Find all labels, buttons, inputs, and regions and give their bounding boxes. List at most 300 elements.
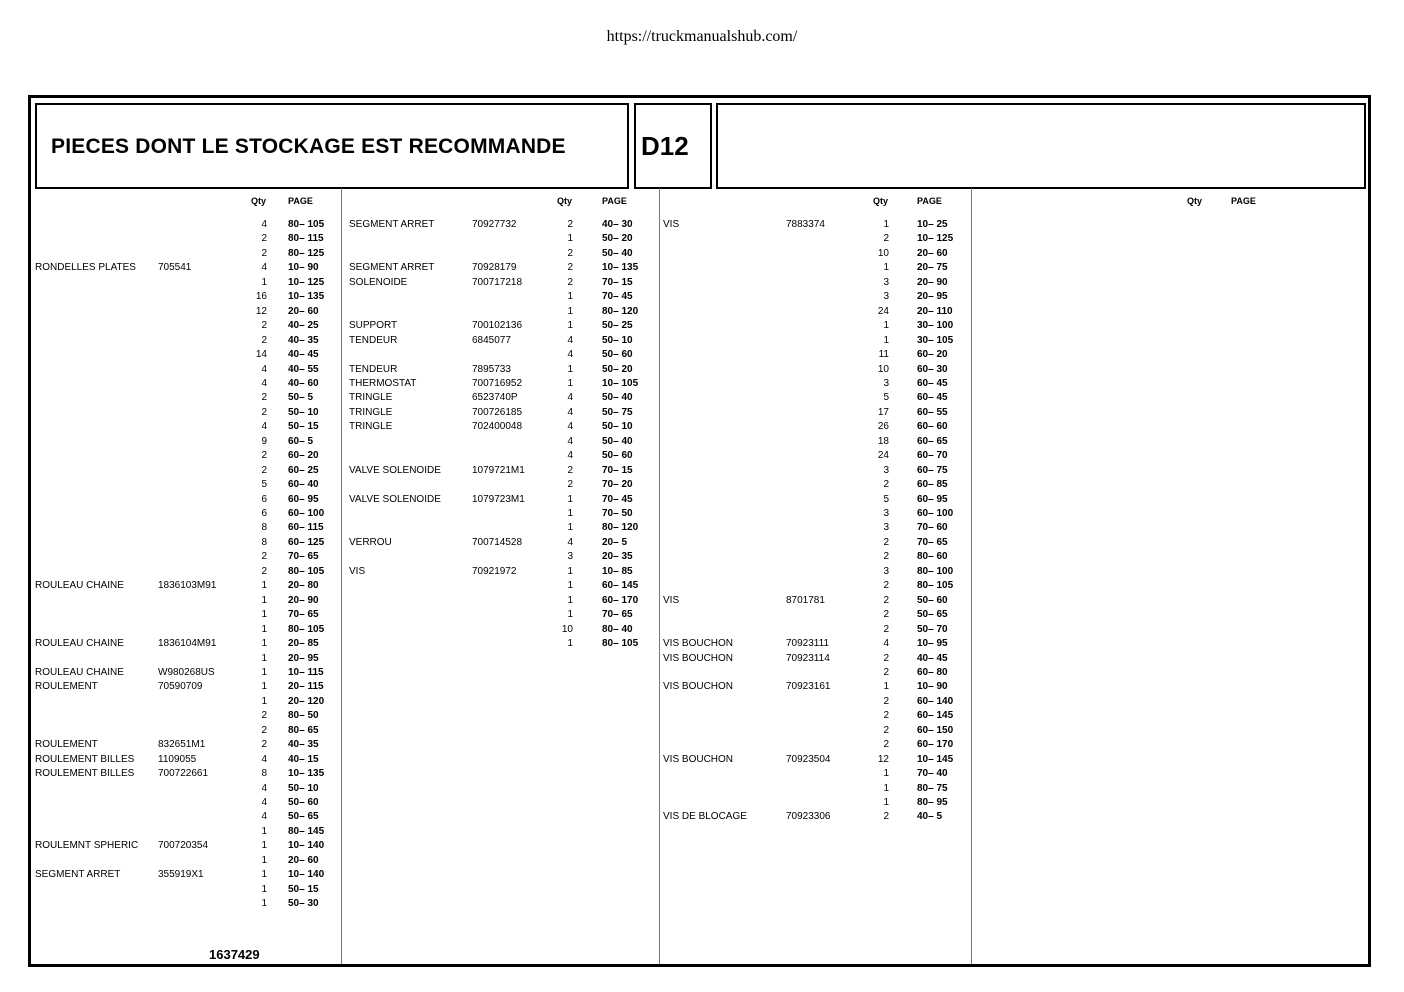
table-row — [663, 810, 977, 824]
part-page: 70– 65 — [917, 536, 948, 548]
part-reference: 70923306 — [786, 811, 831, 823]
part-page: 10– 145 — [917, 753, 954, 765]
part-name: SUPPORT — [349, 320, 398, 332]
table-row — [349, 550, 662, 564]
part-qty: 5 — [261, 479, 267, 491]
table-row — [35, 637, 348, 651]
part-qty: 11 — [878, 349, 889, 361]
part-page: 10– 140 — [288, 869, 325, 881]
part-name: ROULEAU CHAINE — [35, 638, 124, 650]
part-page: 30– 100 — [917, 320, 954, 332]
table-row — [349, 536, 662, 550]
table-row — [349, 565, 662, 579]
part-reference: 700726185 — [472, 406, 523, 418]
part-page: 80– 120 — [602, 305, 639, 317]
part-reference: 6523740P — [472, 392, 518, 404]
part-page: 50– 40 — [602, 392, 633, 404]
part-qty: 1 — [567, 638, 573, 650]
part-page: 10– 25 — [917, 219, 948, 230]
part-page: 70– 65 — [602, 609, 633, 621]
part-qty: 1 — [567, 320, 573, 332]
part-reference: 700722661 — [158, 768, 209, 780]
part-page: 80– 95 — [917, 797, 948, 808]
table-row — [35, 348, 348, 362]
part-qty: 2 — [883, 479, 889, 491]
part-page: 60– 25 — [288, 464, 319, 476]
part-page: 50– 15 — [288, 883, 319, 895]
part-page: 20– 60 — [288, 305, 319, 317]
table-row — [35, 897, 348, 911]
table-row — [663, 218, 977, 232]
part-page: 70– 20 — [602, 479, 633, 491]
table-row — [663, 391, 977, 405]
table-row — [35, 709, 348, 723]
part-reference: 1836104M91 — [158, 638, 217, 650]
part-page: 60– 60 — [917, 421, 948, 433]
part-page: 50– 10 — [288, 782, 319, 794]
part-page: 60– 70 — [917, 450, 948, 462]
part-page: 80– 120 — [602, 522, 639, 534]
part-page: 70– 15 — [602, 276, 633, 288]
part-page: 50– 10 — [288, 406, 319, 418]
table-row — [35, 449, 348, 463]
part-page: 40– 55 — [288, 363, 319, 375]
part-qty: 3 — [883, 464, 889, 476]
part-page: 40– 35 — [288, 334, 319, 346]
table-row — [35, 868, 348, 882]
part-page: 20– 60 — [288, 854, 319, 866]
part-qty: 4 — [261, 421, 267, 433]
part-name: TENDEUR — [349, 363, 398, 375]
part-page: 20– 110 — [917, 305, 953, 317]
table-row — [35, 391, 348, 405]
part-qty: 2 — [883, 233, 889, 245]
part-reference: 70923161 — [786, 681, 831, 693]
part-name: VIS DE BLOCAGE — [663, 811, 747, 823]
part-page: 10– 125 — [288, 276, 325, 288]
part-page: 60– 20 — [917, 349, 948, 361]
table-row — [663, 753, 977, 767]
table-row — [663, 680, 977, 694]
part-page: 80– 65 — [288, 724, 319, 736]
part-name: ROULEMENT BILLES — [35, 753, 135, 765]
part-page: 10– 90 — [288, 262, 319, 274]
table-row — [349, 218, 662, 232]
part-qty: 12 — [255, 305, 267, 317]
table-row — [35, 782, 348, 796]
qty-header: Qty — [557, 196, 573, 206]
part-page: 70– 45 — [602, 493, 633, 505]
table-row — [35, 247, 348, 261]
part-page: 20– 120 — [288, 695, 325, 707]
part-qty: 2 — [567, 479, 573, 491]
part-qty: 1 — [883, 797, 889, 808]
part-qty: 1 — [567, 377, 573, 389]
part-name: VIS BOUCHON — [663, 638, 734, 650]
part-name: VALVE SOLENOIDE — [349, 493, 441, 505]
table-row — [349, 579, 662, 593]
part-qty: 3 — [883, 291, 889, 303]
part-qty: 1 — [261, 652, 267, 664]
part-page: 60– 150 — [917, 724, 954, 736]
part-name: ROULEMENT — [35, 681, 98, 693]
table-row — [663, 449, 977, 463]
part-qty: 1 — [261, 580, 267, 592]
part-page: 30– 105 — [917, 334, 954, 346]
part-page: 60– 170 — [917, 739, 954, 751]
table-row — [35, 232, 348, 246]
part-page: 40– 45 — [288, 349, 319, 361]
table-row — [349, 637, 662, 651]
part-qty: 1 — [883, 681, 889, 693]
part-qty: 2 — [883, 695, 889, 707]
table-row — [35, 406, 348, 420]
table-row — [663, 276, 977, 290]
part-reference: 1109055 — [158, 753, 197, 765]
part-qty: 4 — [567, 349, 573, 361]
part-qty: 1 — [567, 522, 573, 534]
part-name: ROULEAU CHAINE — [35, 580, 124, 592]
part-page: 70– 40 — [917, 768, 948, 780]
part-qty: 3 — [883, 522, 889, 534]
part-qty: 1 — [261, 854, 267, 866]
part-qty: 3 — [883, 276, 889, 288]
table-row — [35, 276, 348, 290]
table-row — [35, 724, 348, 738]
part-name: TENDEUR — [349, 334, 398, 346]
part-qty: 2 — [883, 536, 889, 548]
table-row — [35, 825, 348, 839]
part-qty: 8 — [261, 536, 267, 548]
section-code: D12 — [641, 131, 689, 161]
part-qty: 8 — [261, 522, 267, 534]
table-row — [35, 883, 348, 897]
part-qty: 2 — [261, 565, 267, 577]
table-row — [35, 507, 348, 521]
part-page: 10– 125 — [917, 233, 954, 245]
part-qty: 4 — [261, 377, 267, 389]
part-page: 60– 125 — [288, 536, 325, 548]
part-page: 40– 5 — [917, 811, 943, 823]
part-qty: 2 — [883, 666, 889, 678]
table-row — [663, 579, 977, 593]
table-row — [349, 290, 662, 304]
part-qty: 9 — [261, 435, 267, 447]
part-reference: 700716952 — [472, 377, 523, 389]
part-name: VIS — [349, 565, 366, 577]
part-qty: 10 — [877, 363, 889, 375]
table-row — [35, 608, 348, 622]
part-page: 40– 45 — [917, 652, 948, 664]
part-qty: 1 — [567, 493, 573, 505]
table-row — [35, 579, 348, 593]
part-page: 60– 140 — [917, 695, 954, 707]
table-row — [349, 406, 662, 420]
part-page: 60– 95 — [288, 493, 319, 505]
part-page: 40– 35 — [288, 739, 319, 751]
table-row — [349, 348, 662, 362]
table-row — [349, 594, 662, 608]
part-page: 50– 40 — [602, 247, 633, 259]
part-page: 50– 75 — [602, 406, 633, 418]
part-page: 80– 105 — [288, 565, 325, 577]
part-qty: 4 — [261, 262, 267, 274]
part-qty: 4 — [261, 811, 267, 823]
part-qty: 10 — [877, 247, 889, 259]
table-row — [35, 738, 348, 752]
part-name: ROULEMENT — [35, 739, 98, 751]
part-name: VIS BOUCHON — [663, 681, 734, 693]
part-qty: 16 — [255, 291, 267, 303]
table-row — [349, 493, 662, 507]
part-qty: 17 — [877, 406, 889, 418]
part-qty: 24 — [877, 450, 889, 462]
table-row — [663, 305, 977, 319]
part-page: 80– 50 — [288, 710, 319, 722]
table-row — [663, 334, 977, 348]
part-qty: 2 — [883, 594, 889, 606]
part-qty: 2 — [883, 580, 889, 592]
part-qty: 1 — [261, 594, 267, 606]
qty-header: Qty — [251, 196, 267, 206]
table-row — [35, 550, 348, 564]
part-reference: 7895733 — [472, 363, 511, 375]
table-row — [35, 218, 348, 232]
part-page: 20– 115 — [288, 681, 324, 693]
part-reference: 355919X1 — [158, 869, 204, 881]
table-row — [35, 839, 348, 853]
table-row — [349, 464, 662, 478]
table-row — [35, 753, 348, 767]
part-page: 20– 35 — [602, 551, 633, 563]
part-page: 60– 55 — [917, 406, 948, 418]
table-row — [663, 724, 977, 738]
part-page: 20– 95 — [288, 652, 319, 664]
part-qty: 5 — [883, 392, 889, 404]
table-row — [663, 507, 977, 521]
part-page: 80– 125 — [288, 247, 325, 259]
part-qty: 2 — [567, 219, 573, 230]
part-name: VIS BOUCHON — [663, 652, 734, 664]
table-row — [349, 420, 662, 434]
part-qty: 2 — [883, 811, 889, 823]
part-qty: 1 — [567, 363, 573, 375]
table-row — [35, 623, 348, 637]
part-qty: 2 — [261, 551, 267, 563]
part-name: THERMOSTAT — [349, 377, 417, 389]
table-row — [35, 565, 348, 579]
table-row — [35, 680, 348, 694]
part-page: 80– 75 — [917, 782, 948, 794]
table-row — [349, 608, 662, 622]
part-page: 20– 95 — [917, 291, 948, 303]
part-page: 40– 25 — [288, 320, 319, 332]
table-row — [35, 652, 348, 666]
table-row — [349, 521, 662, 535]
page-header: PAGE — [917, 196, 942, 206]
part-qty: 1 — [261, 276, 267, 288]
table-row — [35, 334, 348, 348]
part-qty: 2 — [261, 334, 267, 346]
part-qty: 1 — [261, 695, 267, 707]
part-name: ROULEMNT SPHERIC — [35, 840, 139, 852]
table-row — [35, 796, 348, 810]
part-qty: 5 — [883, 493, 889, 505]
part-qty: 4 — [261, 363, 267, 375]
part-qty: 4 — [883, 638, 889, 650]
table-row — [663, 319, 977, 333]
qty-header: Qty — [1187, 196, 1203, 206]
part-qty: 1 — [567, 609, 573, 621]
part-page: 20– 80 — [288, 580, 319, 592]
part-page: 50– 10 — [602, 334, 633, 346]
part-qty: 2 — [567, 276, 573, 288]
part-qty: 1 — [567, 291, 573, 303]
part-qty: 1 — [883, 219, 889, 230]
part-qty: 2 — [261, 233, 267, 245]
header-blank-box — [716, 103, 1366, 189]
part-page: 60– 85 — [917, 479, 948, 491]
table-row — [35, 478, 348, 492]
part-qty: 3 — [883, 565, 889, 577]
table-row — [663, 623, 977, 637]
part-name: TRINGLE — [349, 421, 393, 433]
part-page: 80– 105 — [917, 580, 954, 592]
table-row — [349, 377, 662, 391]
section-code-box — [634, 103, 712, 189]
part-qty: 10 — [561, 623, 573, 635]
table-row — [663, 348, 977, 362]
table-row — [35, 305, 348, 319]
table-row — [663, 290, 977, 304]
part-qty: 1 — [567, 580, 573, 592]
part-page: 10– 90 — [917, 681, 948, 693]
part-qty: 2 — [567, 247, 573, 259]
part-qty: 1 — [261, 869, 267, 881]
table-row — [349, 247, 662, 261]
part-page: 10– 115 — [288, 666, 324, 678]
part-page: 70– 45 — [602, 291, 633, 303]
part-page: 10– 105 — [602, 377, 639, 389]
table-row — [35, 695, 348, 709]
table-row — [663, 738, 977, 752]
part-page: 50– 60 — [917, 594, 948, 606]
part-page: 50– 40 — [602, 435, 633, 447]
part-qty: 1 — [883, 262, 889, 274]
part-page: 80– 105 — [288, 623, 325, 635]
part-name: RONDELLES PLATES — [35, 262, 136, 274]
part-reference: 70923114 — [786, 652, 830, 664]
table-row — [663, 767, 977, 781]
part-qty: 1 — [261, 666, 267, 678]
part-name: TRINGLE — [349, 406, 393, 418]
part-qty: 6 — [261, 493, 267, 505]
part-page: 60– 80 — [917, 666, 948, 678]
table-row — [663, 363, 977, 377]
part-qty: 1 — [883, 334, 889, 346]
part-qty: 1 — [261, 840, 267, 852]
part-reference: 7883374 — [786, 219, 825, 230]
table-row — [663, 782, 977, 796]
part-reference: 700714528 — [472, 536, 523, 548]
part-qty: 2 — [261, 710, 267, 722]
part-page: 60– 5 — [288, 435, 314, 447]
part-page: 60– 145 — [602, 580, 639, 592]
part-qty: 3 — [883, 377, 889, 389]
table-row — [663, 493, 977, 507]
table-row — [663, 536, 977, 550]
part-qty: 24 — [877, 305, 889, 317]
part-qty: 1 — [261, 898, 267, 910]
part-page: 20– 85 — [288, 638, 319, 650]
part-qty: 3 — [883, 508, 889, 519]
table-row — [663, 232, 977, 246]
table-row — [663, 420, 977, 434]
part-qty: 1 — [567, 594, 573, 606]
table-row — [35, 767, 348, 781]
part-page: 40– 60 — [288, 377, 319, 389]
table-row — [663, 594, 977, 608]
part-page: 80– 100 — [917, 565, 954, 577]
part-page: 50– 65 — [288, 811, 319, 823]
part-name: SEGMENT ARRET — [349, 262, 435, 274]
part-reference: 70923504 — [786, 753, 831, 765]
part-name: SEGMENT ARRET — [35, 869, 121, 881]
part-qty: 2 — [261, 406, 267, 418]
part-page: 50– 60 — [602, 349, 633, 361]
table-row — [349, 507, 662, 521]
part-qty: 2 — [883, 609, 889, 621]
part-qty: 4 — [567, 421, 573, 433]
table-row — [35, 493, 348, 507]
table-row — [663, 261, 977, 275]
part-page: 60– 40 — [288, 479, 319, 491]
part-reference: 6845077 — [472, 334, 511, 346]
table-row — [663, 796, 977, 810]
part-name: TRINGLE — [349, 392, 393, 404]
part-qty: 4 — [567, 406, 573, 418]
table-row — [349, 478, 662, 492]
part-page: 70– 50 — [602, 508, 633, 519]
part-reference: 700717218 — [472, 276, 523, 288]
table-row — [663, 550, 977, 564]
part-page: 70– 65 — [288, 551, 319, 563]
part-qty: 2 — [883, 724, 889, 736]
table-row — [663, 464, 977, 478]
part-qty: 1 — [883, 320, 889, 332]
part-name: ROULEMENT BILLES — [35, 768, 135, 780]
source-url: https://truckmanualshub.com/ — [606, 28, 798, 45]
part-page: 60– 20 — [288, 450, 319, 462]
title-box — [35, 103, 629, 189]
table-row — [663, 608, 977, 622]
part-qty: 4 — [261, 797, 267, 808]
part-qty: 2 — [567, 262, 573, 274]
part-reference: 70923111 — [786, 638, 830, 650]
part-page: 80– 115 — [288, 233, 324, 245]
footer-number: 1637429 — [209, 947, 260, 962]
part-page: 10– 135 — [288, 291, 325, 303]
part-qty: 4 — [261, 753, 267, 765]
part-qty: 2 — [883, 710, 889, 722]
part-qty: 1 — [567, 508, 573, 519]
part-qty: 26 — [877, 421, 889, 433]
parts-list-page — [28, 95, 1371, 967]
part-qty: 14 — [255, 349, 267, 361]
table-row — [663, 637, 977, 651]
part-reference: 700720354 — [158, 840, 209, 852]
part-qty: 1 — [261, 883, 267, 895]
